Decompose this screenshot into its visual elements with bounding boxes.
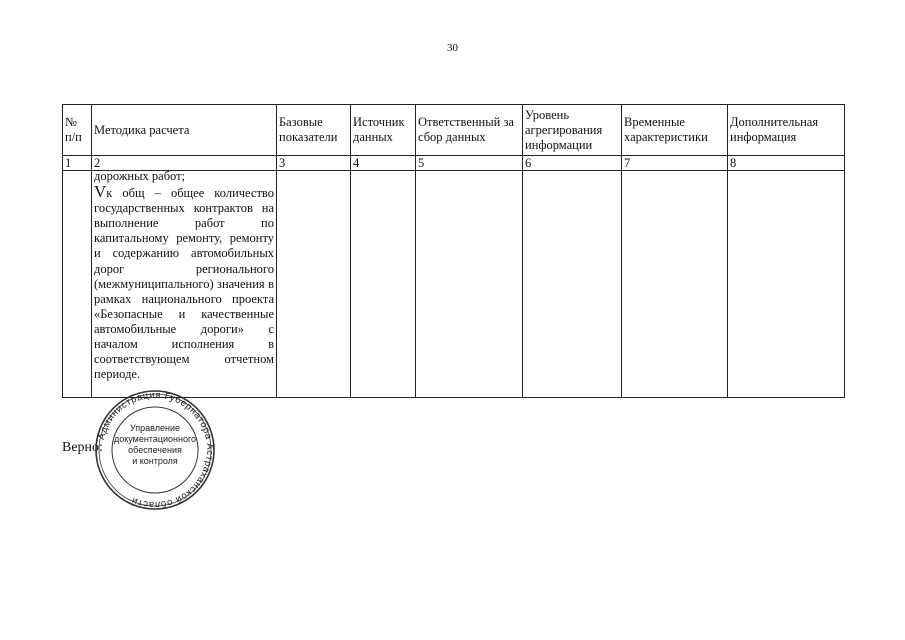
empty-cell (416, 171, 523, 398)
column-number: 2 (92, 156, 277, 171)
empty-cell (351, 171, 416, 398)
methodology-text (94, 171, 274, 383)
stamp-line: и контроля (132, 456, 178, 466)
methodology-definition: к общ – общее количество государственных контрактов на выполнение работ по капитальному ремонту, ремонту и содержанию автомобильных дорог регионального (межмуниципального) значения в рамках национального проекта «Безопасные и качественные автомобильные дороги» с началом исполнения в соответствующем отчетном периоде. (94, 186, 274, 382)
column-number: 7 (622, 156, 728, 171)
column-header: Источник данных (351, 105, 416, 156)
stamp-line: документационного (113, 434, 197, 444)
v-symbol: V (94, 182, 107, 202)
stamp-center-text (103, 423, 207, 467)
column-number: 3 (277, 156, 351, 171)
column-header: Дополнительная информация (728, 105, 845, 156)
empty-cell (277, 171, 351, 398)
methodology-table (62, 104, 845, 398)
column-number: 4 (351, 156, 416, 171)
empty-cell (63, 171, 92, 398)
column-number: 5 (416, 156, 523, 171)
table-row (63, 171, 845, 398)
empty-cell (728, 171, 845, 398)
verno-label: Верно: (62, 440, 103, 455)
column-number: 8 (728, 156, 845, 171)
column-header: Ответственный за сбор данных (416, 105, 523, 156)
column-header: Методика расчета (92, 105, 277, 156)
empty-cell (523, 171, 622, 398)
column-header: Уровень агрегирования информации (523, 105, 622, 156)
stamp-line: обеспечения (128, 445, 182, 455)
table-header-row (63, 105, 845, 156)
column-number-row (63, 156, 845, 171)
column-header: Временные характеристики (622, 105, 728, 156)
column-number: 1 (63, 156, 92, 171)
empty-cell (622, 171, 728, 398)
stamp-line: Управление (129, 423, 181, 433)
stamp-ring-text: Администрация Губернатора Астраханской области (96, 390, 216, 510)
methodology-cell (92, 171, 277, 398)
column-header: Базовые показатели (277, 105, 351, 156)
column-number: 6 (523, 156, 622, 171)
methodology-line-1: дорожных работ; (94, 170, 186, 183)
page-number: 30 (447, 42, 458, 54)
column-header: № п/п (63, 105, 92, 156)
